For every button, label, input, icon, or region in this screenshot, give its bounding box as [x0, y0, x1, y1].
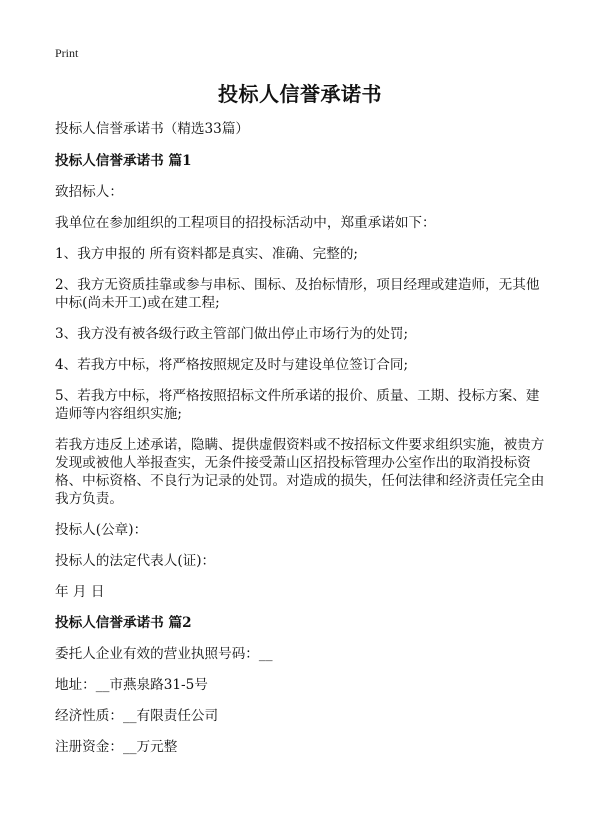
commitment-item-5: 5、若我方中标，将严格按照招标文件所承诺的报价、质量、工期、投标方案、建造师等内容组织实施;: [55, 388, 540, 422]
section1-heading: 投标人信誉承诺书 篇1: [55, 153, 192, 169]
intro-paragraph: 我单位在参加组织的工程项目的招投标活动中，郑重承诺如下：: [55, 215, 436, 231]
registered-capital-line: 注册资金：__万元整: [55, 739, 178, 755]
commitment-item-4: 4、若我方中标，将严格按照规定及时与建设单位签订合同;: [55, 357, 409, 373]
commitment-item-3: 3、我方没有被各级行政主管部门做出停止市场行为的处罚;: [55, 326, 409, 342]
economic-nature-line: 经济性质：__有限责任公司: [55, 708, 219, 724]
date-line: 年 月 日: [55, 584, 105, 600]
section2-heading: 投标人信誉承诺书 篇2: [55, 615, 192, 631]
license-number-line: 委托人企业有效的营业执照号码：__: [55, 646, 273, 662]
bidder-seal-line: 投标人(公章)：: [55, 522, 148, 538]
document-body: [55, 120, 550, 756]
commitment-item-1: 1、我方申报的 所有资料都是真实、准确、完整的;: [55, 246, 359, 262]
address-line: 地址：__市燕泉路31-5号: [55, 677, 208, 693]
closing-paragraph: 若我方违反上述承诺，隐瞒、提供虚假资料或不按招标文件要求组织实施，被贵方发现或被他人举报查实，无条件接受萧山区招投标管理办公室作出的取消投标资格、中标资格、不良行为记录的处罚。对造成的损失，任何法律和经济责任完全由我方负责。: [55, 437, 545, 507]
legal-representative-line: 投标人的法定代表人(证)：: [55, 553, 216, 569]
print-label: Print: [55, 46, 79, 60]
commitment-item-2: 2、我方无资质挂靠或参与串标、围标、及抬标情形，项目经理或建造师，无其他中标(尚未开工)或在建工程;: [55, 277, 540, 311]
document-title: 投标人信誉承诺书: [218, 82, 382, 106]
document-subtitle: 投标人信誉承诺书（精选33篇）: [55, 121, 250, 137]
salutation: 致招标人：: [55, 184, 123, 200]
